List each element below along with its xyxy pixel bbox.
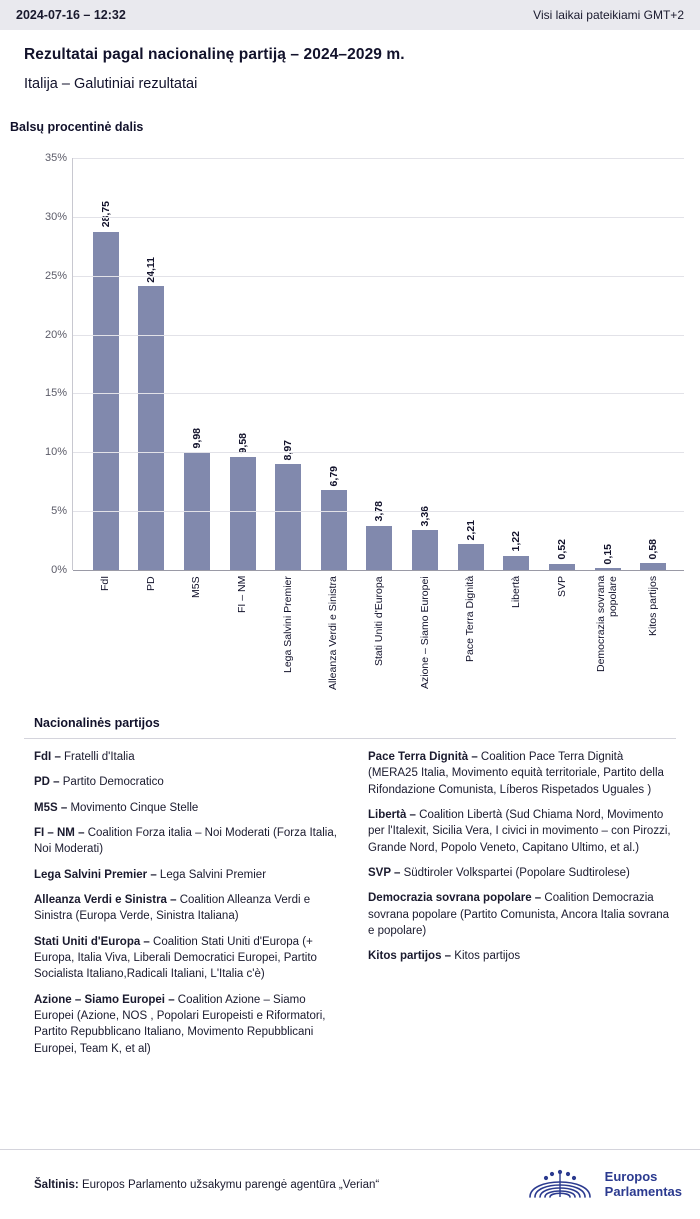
chart-bar[interactable] — [458, 544, 484, 570]
chart-bar[interactable] — [503, 556, 529, 570]
legend-item — [34, 892, 342, 925]
chart-gridline — [73, 158, 684, 159]
chart-bar[interactable] — [230, 457, 256, 570]
chart-bar[interactable] — [640, 563, 666, 570]
legend-item-abbr: Azione – Siamo Europei – — [34, 993, 178, 1006]
bar-chart — [24, 148, 690, 708]
legend-item-name: Coalition Democrazia sovrana popolare (Partito Comunista, Ancora Italia sovrana e popolare) — [368, 892, 670, 937]
legend-item-name: Partito Democratico — [62, 776, 164, 789]
chart-gridline — [73, 511, 684, 512]
chart-y-tick-label: 0% — [51, 564, 67, 576]
chart-y-tick-label: 35% — [44, 152, 67, 164]
legend-item-name: Kitos partijos — [454, 950, 521, 963]
source-text: Europos Parlamento užsakymu parengė agentūra „Verian“ — [81, 1178, 380, 1191]
legend-item-abbr: M5S – — [34, 801, 71, 814]
legend-item-name: Coalition Azione – Siamo Europei (Azione, NOS , Popolari Europeisti e Riformatori, Partito Repubblicano Italiano, Movimento Repubblicani Europei, Team K, et al) — [34, 993, 326, 1055]
timestamp: 2024-07-16 – 12:32 — [16, 8, 126, 22]
legend-item — [34, 867, 342, 883]
legend-item — [34, 992, 342, 1057]
footer — [0, 1149, 700, 1219]
legend-item — [34, 825, 342, 858]
header — [0, 30, 700, 92]
chart-bar[interactable] — [93, 232, 119, 570]
legend-item-abbr: Pace Terra Dignità – — [368, 751, 481, 763]
legend-item-name: Südtiroler Volkspartei (Popolare Sudtirolese) — [403, 866, 630, 879]
chart-bar-value-label: 0,15 — [601, 543, 614, 565]
chart-x-tick-label: Stati Uniti d'Europa — [372, 576, 385, 666]
chart-bar-column[interactable] — [585, 158, 631, 570]
chart-x-tick-label: Democrazia sovrana popolare — [595, 576, 620, 673]
chart-bar-column[interactable] — [83, 158, 129, 570]
chart-gridline — [73, 335, 684, 336]
chart-gridline — [73, 570, 684, 571]
chart-x-tick-label: Pace Terra Dignità — [464, 576, 477, 663]
chart-bar-column[interactable] — [630, 158, 676, 570]
legend-item-abbr: PD – — [34, 776, 63, 789]
chart-bar-value-label: 3,36 — [419, 506, 432, 527]
legend-item — [34, 800, 342, 816]
chart-bar-column[interactable] — [265, 158, 311, 570]
top-bar — [0, 0, 700, 30]
european-parliament-logo — [524, 1163, 682, 1207]
chart-bar-column[interactable] — [357, 158, 403, 570]
chart-bar-value-label: 2,21 — [464, 519, 477, 540]
legend-item-abbr: Alleanza Verdi e Sinistra – — [34, 893, 180, 906]
legend-item-name: Coalition Stati Uniti d'Europa (+ Europa, Italia Viva, Liberali Democratici Europei, Partito Socialista Italiano,Radicali Italiani, L'Italia c'è) — [34, 935, 317, 981]
legend-item-abbr: Democrazia sovrana popolare – — [368, 892, 545, 905]
logo-text — [605, 1170, 682, 1199]
chart-bar-column[interactable] — [539, 158, 585, 570]
legend-column-left — [34, 749, 342, 1066]
legend-item — [368, 807, 676, 856]
legend-item — [368, 890, 676, 939]
page-subtitle: Italija – Galutiniai rezultatai — [24, 76, 198, 92]
chart-x-tick-label: Alleanza Verdi e Sinistra — [327, 576, 340, 690]
chart-x-tick-label: PD — [144, 576, 157, 591]
chart-bar-column[interactable] — [174, 158, 220, 570]
source-note — [34, 1179, 379, 1191]
legend-item-abbr: SVP – — [368, 866, 404, 879]
chart-bar-value-label: 28,75 — [99, 201, 112, 228]
legend-item-name: Coalition Forza italia – Noi Moderati (Forza Italia, Noi Moderati) — [34, 826, 337, 856]
chart-gridline — [73, 217, 684, 218]
chart-x-tick-label: Azione – Siamo Europei — [418, 576, 431, 689]
legend-item — [34, 774, 342, 790]
chart-bar-column[interactable] — [448, 158, 494, 570]
chart-bar-value-label: 8,97 — [282, 439, 295, 461]
legend-item — [368, 948, 676, 964]
legend-item — [368, 865, 676, 881]
logo-line-1: Europos — [604, 1168, 658, 1184]
chart-y-tick-label: 25% — [44, 269, 67, 282]
legend-item-name: Fratelli d'Italia — [64, 751, 135, 763]
legend-item-name: Lega Salvini Premier — [159, 868, 267, 881]
chart-bar-column[interactable] — [311, 158, 357, 570]
chart-bar-value-label: 9,58 — [236, 432, 249, 454]
legend-item-name: Coalition Pace Terra Dignità (MERA25 Italia, Movimento equità territoriale, Partito della Rifondazione Comunista, Líberos Rispetados Uguales ) — [368, 751, 664, 796]
chart-axis-title: Balsų procentinė dalis — [10, 120, 144, 134]
legend-item — [34, 934, 342, 983]
chart-bar-value-label: 24,11 — [145, 256, 158, 283]
chart-bar-value-label: 6,79 — [327, 465, 340, 487]
chart-x-tick-label: SVP — [555, 576, 568, 598]
chart-bars — [73, 158, 684, 570]
parliament-flag-icon — [524, 1163, 596, 1207]
chart-bar-value-label: 3,78 — [373, 501, 386, 522]
legend-title: Nacionalinės partijos — [34, 716, 160, 730]
chart-bar[interactable] — [138, 286, 164, 570]
legend-item-abbr: Libertà – — [368, 808, 420, 821]
chart-y-tick-label: 5% — [51, 505, 67, 518]
legend-column-right — [368, 749, 676, 1066]
legend-item-abbr: FdI – — [34, 751, 65, 763]
legend-item-name: Coalition Libertà (Sud Chiama Nord, Movimento per l'Italexit, Sicilia Vera, I civici in movimento – con Pirozzi, Grande Nord, Popolo Veneto, Capitano Ultimo, et al.) — [368, 808, 671, 854]
chart-y-tick-label: 10% — [44, 446, 67, 459]
chart-bar-value-label: 0,52 — [555, 539, 568, 560]
legend-item-abbr: Lega Salvini Premier – — [34, 868, 160, 881]
timezone-note: Visi laikai pateikiami GMT+2 — [533, 8, 684, 22]
chart-x-tick-label: Lega Salvini Premier — [281, 576, 294, 673]
chart-bar-column[interactable] — [129, 158, 175, 570]
chart-y-tick-label: 20% — [44, 328, 67, 341]
chart-x-tick-label: FI – NM — [235, 576, 248, 614]
chart-y-tick-label: 15% — [44, 387, 67, 400]
source-label: Šaltinis: — [34, 1178, 79, 1191]
party-legend — [0, 716, 700, 1066]
chart-bar-column[interactable] — [493, 158, 539, 570]
chart-bar[interactable] — [321, 490, 347, 570]
chart-bar[interactable] — [412, 530, 438, 570]
chart-y-tick-label: 30% — [44, 210, 67, 223]
chart-bar-column[interactable] — [402, 158, 448, 570]
chart-x-axis-labels — [72, 576, 684, 706]
chart-gridline — [73, 393, 684, 394]
legend-item-abbr: Stati Uniti d'Europa – — [34, 935, 154, 948]
chart-bar-value-label: 9,98 — [191, 428, 204, 449]
legend-item-name: Coalition Alleanza Verdi e Sinistra (Europa Verde, Sinistra Italiana) — [34, 893, 311, 923]
chart-bar-value-label: 0,58 — [647, 538, 660, 560]
legend-item-abbr: FI – NM – — [34, 826, 88, 839]
chart-x-tick-label: M5S — [190, 576, 203, 598]
chart-x-tick-label: Libertà — [510, 576, 522, 609]
chart-bar-value-label: 1,22 — [510, 531, 523, 552]
legend-item-name: Movimento Cinque Stelle — [70, 801, 199, 814]
chart-bar[interactable] — [366, 526, 392, 570]
legend-item — [34, 749, 342, 765]
chart-x-tick-label: FdI — [98, 576, 111, 592]
chart-gridline — [73, 452, 684, 453]
chart-gridline — [73, 276, 684, 277]
chart-x-tick-label: Kitos partijos — [647, 576, 660, 637]
chart-bar-column[interactable] — [220, 158, 266, 570]
chart-plot-area — [44, 152, 684, 576]
page-title: Rezultatai pagal nacionalinę partiją – 2024–2029 m. — [24, 46, 405, 63]
chart-bar[interactable] — [275, 464, 301, 570]
logo-line-2: Parlamentas — [604, 1183, 682, 1199]
legend-divider — [24, 738, 676, 739]
legend-item-abbr: Kitos partijos – — [368, 950, 455, 963]
legend-item — [368, 749, 676, 798]
